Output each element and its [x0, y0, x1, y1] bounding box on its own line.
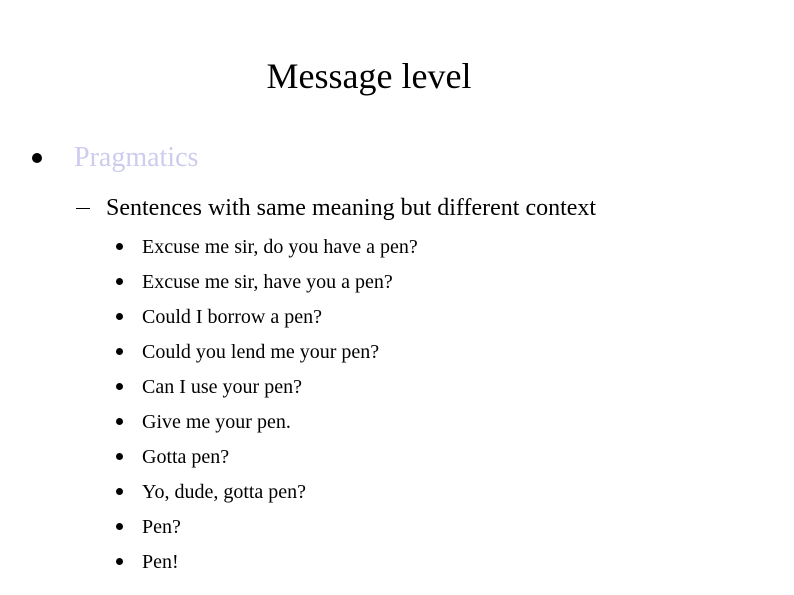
list-item: [116, 264, 418, 299]
bullet-icon: [116, 558, 123, 565]
list-item: [116, 509, 418, 544]
example-text: Pen!: [142, 550, 179, 573]
example-text: Pen?: [142, 515, 181, 538]
example-text: Gotta pen?: [142, 445, 230, 468]
bullet-icon: [116, 488, 123, 495]
bullet-icon: [116, 523, 123, 530]
example-text: Could I borrow a pen?: [142, 305, 322, 328]
subtopic-item: [76, 190, 596, 226]
example-text: Excuse me sir, do you have a pen?: [142, 235, 418, 258]
bullet-icon: [116, 348, 123, 355]
examples-list: [116, 229, 418, 579]
example-text: Give me your pen.: [142, 410, 291, 433]
bullet-icon: [116, 453, 123, 460]
bullet-icon: [116, 313, 123, 320]
example-text: Yo, dude, gotta pen?: [142, 480, 307, 503]
example-text: Could you lend me your pen?: [142, 340, 380, 363]
bullet-icon: [116, 383, 123, 390]
list-item: [116, 474, 418, 509]
bullet-icon: [116, 278, 123, 285]
example-text: Excuse me sir, have you a pen?: [142, 270, 393, 293]
list-item: [116, 439, 418, 474]
list-item: [116, 404, 418, 439]
bullet-icon: [32, 153, 42, 163]
list-item: [116, 544, 418, 579]
list-item: [116, 369, 418, 404]
dash-icon: [76, 208, 90, 209]
bullet-icon: [116, 418, 123, 425]
slide-title: Message level: [266, 56, 472, 96]
topic-bullet-item: [32, 138, 198, 178]
bullet-icon: [116, 243, 123, 250]
topic-label: Pragmatics: [74, 142, 199, 173]
list-item: [116, 299, 418, 334]
example-text: Can I use your pen?: [142, 375, 302, 398]
subtopic-label: Sentences with same meaning but different context: [106, 195, 597, 221]
list-item: [116, 334, 418, 369]
list-item: [116, 229, 418, 264]
